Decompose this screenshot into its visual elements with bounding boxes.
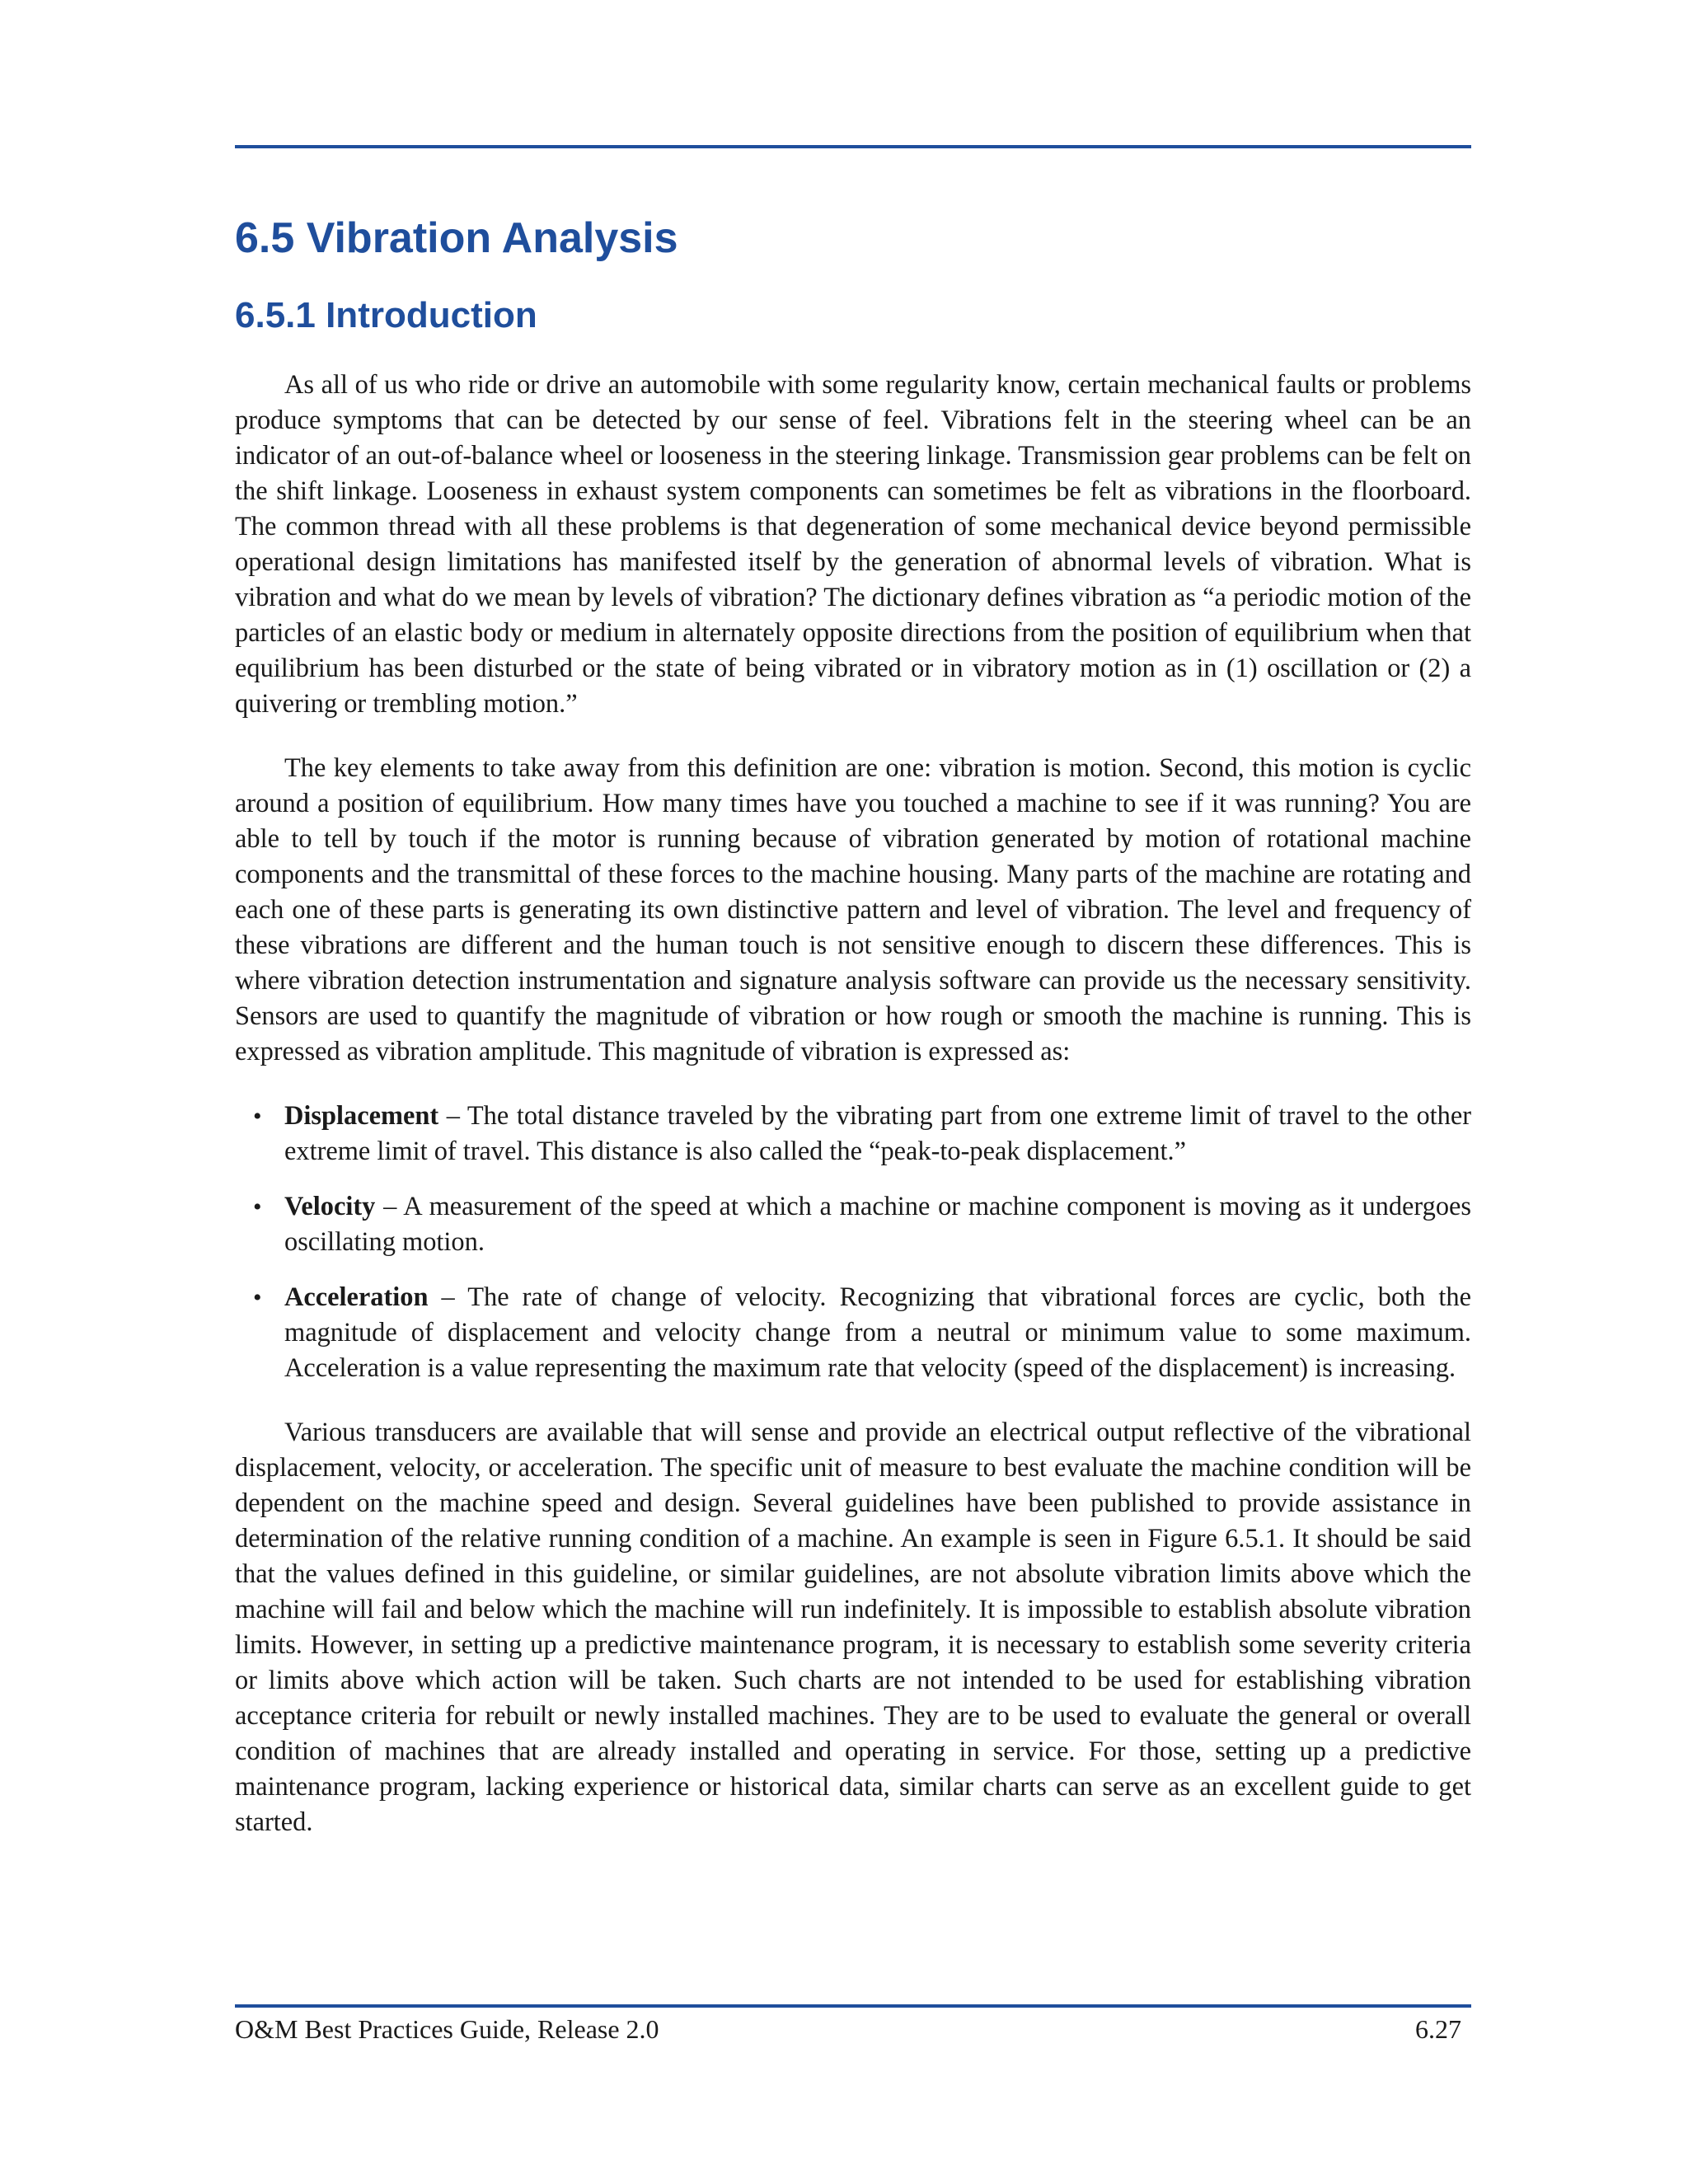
paragraph-intro: As all of us who ride or drive an automobile with some regularity know, certain mechanical faults or problems produce symptoms that can be detected by our sense of feel. Vibrations felt in the steering wheel can be an indicator of an out-of-balance wheel or looseness in the steering linkage. Transmission gear problems can be felt on the shift linkage. Looseness in exhaust system components can sometimes be felt as vibrations in the floorboard. The common thread with all these problems is that degeneration of some mechanical device beyond permissible operational design limitations has manifested itself by the generation of abnormal levels of vibration. What is vibration and what do we mean by levels of vibration? The dictionary defines vibration as “a periodic motion of the particles of an elastic body or medium in alternately opposite directions from the position of equilibrium when that equilibrium has been disturbed or the state of being vibrated or in vibratory motion as in (1) oscillation or (2) a quivering or trembling motion.”	[235, 370, 1471, 719]
list-item-acceleration	[235, 1280, 1471, 1386]
footer-page-number: 6.27	[1415, 2014, 1461, 2044]
bullet-icon: •	[253, 1103, 262, 1130]
measurement-list	[235, 1099, 1471, 1386]
list-item-velocity	[235, 1189, 1471, 1260]
definition-velocity: – A measurement of the speed at which a machine or machine component is moving as it undergoes oscillating motion.	[284, 1192, 1471, 1257]
subsection-title: 6.5.1 Introduction	[235, 295, 537, 335]
paragraph-key-elements: The key elements to take away from this definition are one: vibration is motion. Second, this motion is cyclic around a position of equilibrium. How many times have you touched a machine to see if it was running? You are able to tell by touch if the motor is running because of vibration generated by motion of rotational machine components and the transmittal of these forces to the machine housing. Many parts of the machine are rotating and each one of these parts is generating its own distinctive pattern and level of vibration. The level and frequency of these vibrations are different and the human touch is not sensitive enough to discern these differences. This is where vibration detection instrumentation and signature analysis software can provide us the necessary sensitivity. Sensors are used to quantify the magnitude of vibration or how rough or smooth the machine is running. This is expressed as vibration amplitude. This magnitude of vibration is expressed as:	[235, 753, 1471, 1066]
body-text	[235, 368, 1471, 1869]
bullet-icon: •	[253, 1284, 262, 1311]
footer-guide-title: O&M Best Practices Guide, Release 2.0	[235, 2014, 659, 2044]
bullet-icon: •	[253, 1193, 262, 1221]
term-velocity: Velocity	[284, 1192, 376, 1221]
term-acceleration: Acceleration	[284, 1282, 429, 1312]
section-title: 6.5 Vibration Analysis	[235, 214, 678, 262]
header-rule	[235, 145, 1471, 148]
definition-acceleration: – The rate of change of velocity. Recognizing that vibrational forces are cyclic, both the magnitude of displacement and velocity change from a neutral or minimum value to some maximum. Acceleration is a value representing the maximum rate that velocity (speed of the displacement) is increasing.	[284, 1282, 1471, 1383]
footer-rule	[235, 2004, 1471, 2008]
definition-displacement: – The total distance traveled by the vibrating part from one extreme limit of travel to the other extreme limit of travel. This distance is also called the “peak-to-peak displacement.”	[284, 1101, 1471, 1166]
paragraph-transducers: Various transducers are available that will sense and provide an electrical output reflective of the vibrational displacement, velocity, or acceleration. The specific unit of measure to best evaluate the machine condition will be dependent on the machine speed and design. Several guidelines have been published to provide assistance in determination of the relative running condition of a machine. An example is seen in Figure 6.5.1. It should be said that the values defined in this guideline, or similar guidelines, are not absolute vibration limits above which the machine will fail and below which the machine will run indefinitely. It is impossible to establish absolute vibration limits. However, in setting up a predictive maintenance program, it is necessary to establish some severity criteria or limits above which action will be taken. Such charts are not intended to be used for establishing vibration acceptance criteria for rebuilt or newly installed machines. They are to be used to evaluate the general or overall condition of machines that are already installed and operating in service. For those, setting up a predictive maintenance program, lacking experience or historical data, similar charts can serve as an excellent guide to get started.	[235, 1418, 1471, 1837]
list-item-displacement	[235, 1099, 1471, 1169]
term-displacement: Displacement	[284, 1101, 439, 1131]
